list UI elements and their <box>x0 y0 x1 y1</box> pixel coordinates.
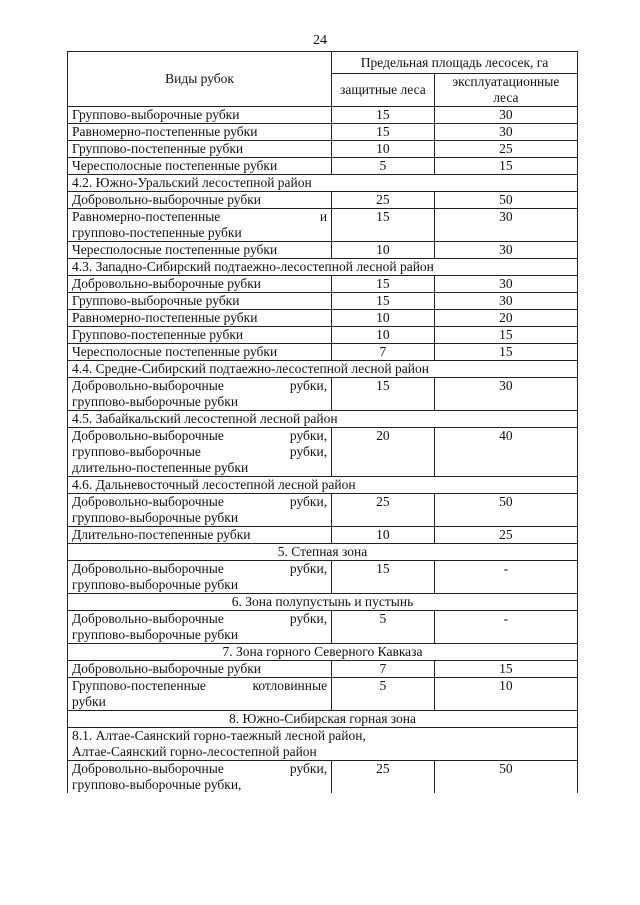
exploitation-area-cell: 15 <box>434 327 577 344</box>
table-row <box>68 378 578 411</box>
section-title: 4.4. Средне-Сибирский подтаежно-лесостепной лесной район <box>68 361 578 378</box>
exploitation-area-cell: 50 <box>434 761 577 794</box>
cutting-type-line: группово-выборочные рубки, <box>72 444 328 459</box>
section-row <box>68 259 578 276</box>
cutting-type-cell <box>68 192 332 209</box>
protective-area-cell: 15 <box>332 124 435 141</box>
cutting-type-cell <box>68 327 332 344</box>
cutting-type-cell <box>68 310 332 327</box>
cutting-type-line: группово-выборочные рубки <box>72 510 239 525</box>
cutting-type-line: Добровольно-выборочные рубки, <box>72 494 328 509</box>
cutting-type-cell <box>68 124 332 141</box>
exploitation-area-cell: - <box>434 561 577 594</box>
cutting-type-cell <box>68 761 332 794</box>
protective-area-cell: 15 <box>332 561 435 594</box>
cutting-type-line: группово-выборочные рубки <box>72 627 239 642</box>
section-title: 4.3. Западно-Сибирский подтаежно-лесостепной лесной район <box>68 259 578 276</box>
exploitation-area-cell: 15 <box>434 344 577 361</box>
exploitation-area-cell: 15 <box>434 661 577 678</box>
section-title-line: 8.1. Алтае-Саянский горно-таежный лесной район, <box>72 728 366 743</box>
table-row <box>68 276 578 293</box>
cutting-type-line: Длительно-постепенные рубки <box>72 527 251 542</box>
cutting-type-cell <box>68 378 332 411</box>
cutting-type-line: группово-выборочные рубки <box>72 394 239 409</box>
protective-area-cell: 25 <box>332 192 435 209</box>
cutting-type-line: Группово-постепенные рубки <box>72 327 244 342</box>
cutting-type-line: Равномерно-постепенные и <box>72 209 328 224</box>
cutting-type-line: Чересполосные постепенные рубки <box>72 158 278 173</box>
protective-area-cell: 5 <box>332 678 435 711</box>
section-row <box>68 711 578 728</box>
cutting-type-cell <box>68 527 332 544</box>
cutting-type-cell <box>68 293 332 310</box>
cutting-type-line: длительно-постепенные рубки <box>72 460 249 475</box>
cutting-type-line: Добровольно-выборочные рубки, <box>72 378 328 393</box>
table-row <box>68 124 578 141</box>
section-title: 4.2. Южно-Уральский лесостепной район <box>68 175 578 192</box>
table-row <box>68 761 578 794</box>
protective-area-cell: 10 <box>332 327 435 344</box>
cutting-type-cell <box>68 107 332 124</box>
cutting-type-cell <box>68 209 332 242</box>
section-title: 6. Зона полупустынь и пустынь <box>68 594 578 611</box>
table-row <box>68 192 578 209</box>
cutting-type-cell <box>68 242 332 259</box>
protective-area-cell: 10 <box>332 242 435 259</box>
cutting-type-cell <box>68 494 332 527</box>
table-row <box>68 611 578 644</box>
protective-area-cell: 7 <box>332 344 435 361</box>
table-row <box>68 310 578 327</box>
section-title: 8. Южно-Сибирская горная зона <box>68 711 578 728</box>
header-protective: защитные леса <box>332 74 435 107</box>
exploitation-area-cell: 25 <box>434 527 577 544</box>
exploitation-area-cell: 50 <box>434 494 577 527</box>
section-title <box>68 728 578 761</box>
exploitation-area-cell: 15 <box>434 158 577 175</box>
section-title: 7. Зона горного Северного Кавказа <box>68 644 578 661</box>
protective-area-cell: 15 <box>332 378 435 411</box>
exploitation-area-cell: 30 <box>434 209 577 242</box>
protective-area-cell: 10 <box>332 141 435 158</box>
table-row <box>68 494 578 527</box>
exploitation-area-cell: 40 <box>434 428 577 477</box>
exploitation-area-cell: 25 <box>434 141 577 158</box>
exploitation-area-cell: 30 <box>434 107 577 124</box>
table-row <box>68 327 578 344</box>
protective-area-cell: 20 <box>332 428 435 477</box>
cutting-type-line: Добровольно-выборочные рубки, <box>72 761 328 776</box>
table-row <box>68 678 578 711</box>
protective-area-cell: 25 <box>332 761 435 794</box>
cutting-type-line: Группово-постепенные котловинные <box>72 678 328 693</box>
section-row <box>68 594 578 611</box>
section-row <box>68 544 578 561</box>
table-row <box>68 661 578 678</box>
cutting-type-line: Добровольно-выборочные рубки, <box>72 561 328 576</box>
header-exploit <box>434 74 577 107</box>
table-row <box>68 527 578 544</box>
header-kind: Виды рубок <box>68 52 332 107</box>
protective-area-cell: 7 <box>332 661 435 678</box>
cutting-type-line: Добровольно-выборочные рубки, <box>72 611 328 626</box>
cutting-type-cell <box>68 678 332 711</box>
section-row <box>68 728 578 761</box>
exploitation-area-cell: 30 <box>434 293 577 310</box>
section-row <box>68 361 578 378</box>
table-row <box>68 158 578 175</box>
exploitation-area-cell: 20 <box>434 310 577 327</box>
header-area: Предельная площадь лесосек, га <box>332 52 578 74</box>
cutting-type-cell <box>68 561 332 594</box>
cutting-type-cell <box>68 158 332 175</box>
header-exploit-line1: эксплуатационные <box>452 74 560 89</box>
cutting-type-line: Группово-выборочные рубки <box>72 107 240 122</box>
cutting-type-cell <box>68 428 332 477</box>
table-row <box>68 561 578 594</box>
section-title: 4.5. Забайкальский лесостепной лесной район <box>68 411 578 428</box>
protective-area-cell: 10 <box>332 527 435 544</box>
cutting-type-cell <box>68 141 332 158</box>
table-row <box>68 293 578 310</box>
section-row <box>68 477 578 494</box>
table-row <box>68 209 578 242</box>
felling-area-table <box>67 51 578 793</box>
protective-area-cell: 5 <box>332 158 435 175</box>
cutting-type-line: Чересполосные постепенные рубки <box>72 344 278 359</box>
cutting-type-line: группово-выборочные рубки, <box>72 777 242 792</box>
protective-area-cell: 15 <box>332 209 435 242</box>
cutting-type-line: Добровольно-выборочные рубки <box>72 276 262 291</box>
page-number: 24 <box>313 33 327 48</box>
cutting-type-cell <box>68 611 332 644</box>
section-row <box>68 411 578 428</box>
cutting-type-cell <box>68 276 332 293</box>
cutting-type-cell <box>68 344 332 361</box>
table-row <box>68 141 578 158</box>
section-title: 4.6. Дальневосточный лесостепной лесной район <box>68 477 578 494</box>
cutting-type-line: Равномерно-постепенные рубки <box>72 310 258 325</box>
header-exploit-line2: леса <box>493 90 519 105</box>
exploitation-area-cell: 10 <box>434 678 577 711</box>
exploitation-area-cell: - <box>434 611 577 644</box>
protective-area-cell: 15 <box>332 276 435 293</box>
exploitation-area-cell: 30 <box>434 378 577 411</box>
cutting-type-line: Группово-постепенные рубки <box>72 141 244 156</box>
cutting-type-line: Группово-выборочные рубки <box>72 293 240 308</box>
exploitation-area-cell: 30 <box>434 242 577 259</box>
cutting-type-line: группово-постепенные рубки <box>72 225 242 240</box>
table-body <box>68 107 578 794</box>
section-row <box>68 175 578 192</box>
table-row <box>68 344 578 361</box>
cutting-type-cell <box>68 661 332 678</box>
section-title: 5. Степная зона <box>68 544 578 561</box>
protective-area-cell: 15 <box>332 107 435 124</box>
cutting-type-line: группово-выборочные рубки <box>72 577 239 592</box>
protective-area-cell: 10 <box>332 310 435 327</box>
cutting-type-line: Равномерно-постепенные рубки <box>72 124 258 139</box>
exploitation-area-cell: 50 <box>434 192 577 209</box>
protective-area-cell: 5 <box>332 611 435 644</box>
exploitation-area-cell: 30 <box>434 124 577 141</box>
table-row <box>68 242 578 259</box>
exploitation-area-cell: 30 <box>434 276 577 293</box>
cutting-type-line: Добровольно-выборочные рубки <box>72 661 262 676</box>
protective-area-cell: 25 <box>332 494 435 527</box>
header-row-1 <box>68 52 578 74</box>
cutting-type-line: Чересполосные постепенные рубки <box>72 242 278 257</box>
table-row <box>68 107 578 124</box>
cutting-type-line: Добровольно-выборочные рубки, <box>72 428 328 443</box>
section-row <box>68 644 578 661</box>
section-title-line: Алтае-Саянский горно-лесостепной район <box>72 744 317 759</box>
cutting-type-line: рубки <box>72 694 106 709</box>
protective-area-cell: 15 <box>332 293 435 310</box>
table-row <box>68 428 578 477</box>
cutting-type-line: Добровольно-выборочные рубки <box>72 192 262 207</box>
